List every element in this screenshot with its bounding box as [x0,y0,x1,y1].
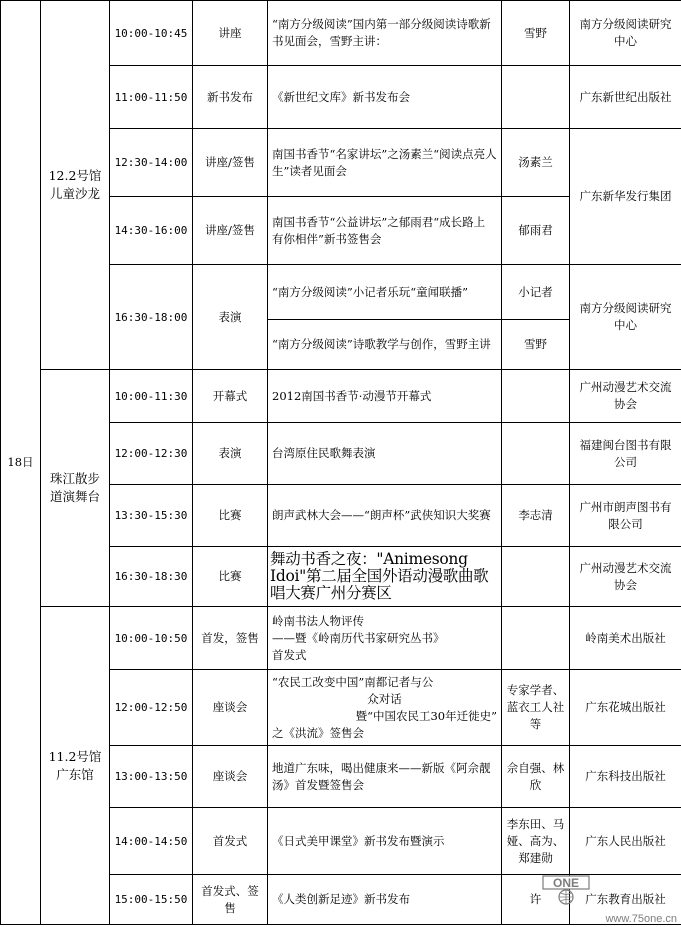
desc-cell: 南国书香节“公益讲坛”之郁雨君“成长路上 有你相伴”新书签售会 [268,197,502,265]
type-cell: 讲座/签售 [193,129,268,197]
time-cell: 16:30-18:00 [110,265,193,370]
venue-cell: 12.2号馆儿童沙龙 [41,1,110,370]
desc-cell: 南国书香节“名家讲坛”之汤素兰“阅读点亮人生”读者见面会 [268,129,502,197]
desc-cell: 地道广东味，喝出健康来——新版《阿佘靓汤》首发暨签售会 [268,746,502,808]
guest-cell: 郁雨君 [502,197,570,265]
type-cell: 讲座 [193,1,268,66]
time-cell: 12:30-14:00 [110,129,193,197]
type-cell: 开幕式 [193,370,268,423]
time-cell: 14:00-14:50 [110,808,193,875]
desc-cell: 《新世纪文库》新书发布会 [268,66,502,129]
guest-cell [502,423,570,485]
guest-cell: 佘自强、林欣 [502,746,570,808]
org-cell: 广东教育出版社 [570,875,681,925]
time-cell: 13:30-15:30 [110,485,193,547]
org-cell: 广东人民出版社 [570,808,681,875]
type-cell: 比赛 [193,485,268,547]
desc-cell: 舞动书香之夜："Animesong Idoi"第二届全国外语动漫歌曲歌唱大赛广州分赛区 [268,547,502,607]
time-cell: 14:30-16:00 [110,197,193,265]
type-cell: 座谈会 [193,670,268,746]
guest-cell [502,66,570,129]
table-row [1,370,681,423]
type-cell: 表演 [193,265,268,370]
venue-cell: 珠江散步道演舞台 [41,370,110,607]
logo-text: ONE [552,876,580,890]
time-cell: 11:00-11:50 [110,66,193,129]
org-cell: 广州动漫艺术交流协会 [570,547,681,607]
desc-line: ——暨《岭南历代书家研究丛书》 [272,630,445,645]
time-cell: 16:30-18:30 [110,547,193,607]
guest-cell: 许 [502,875,570,925]
guest-cell: 汤素兰 [502,129,570,197]
org-cell: 广州动漫艺术交流协会 [570,370,681,423]
org-cell: 南方分级阅读研究中心 [570,265,681,370]
org-cell: 岭南美术出版社 [570,607,681,670]
table-row [1,607,681,670]
desc-cell: “南方分级阅读”诗歌教学与创作，雪野主讲 [268,320,502,370]
org-cell: 广东科技出版社 [570,746,681,808]
site-logo-icon [541,875,591,905]
org-cell: 广东花城出版社 [570,670,681,746]
time-cell: 12:00-12:30 [110,423,193,485]
guest-cell: 专家学者、蓝衣工人社等 [502,670,570,746]
desc-line: 岭南书法人物评传 [272,613,364,628]
type-cell: 座谈会 [193,746,268,808]
org-cell: 广州市朗声图书有限公司 [570,485,681,547]
desc-line: “农民工改变中国”南都记者与公 [272,674,434,689]
time-cell: 10:00-10:45 [110,1,193,66]
desc-line: 首发式 [272,647,307,662]
guest-cell: 李东田、马娅、高为、郑建勋 [502,808,570,875]
type-cell: 新书发布 [193,66,268,129]
guest-cell [502,607,570,670]
time-cell: 12:00-12:50 [110,670,193,746]
desc-cell: 《人类创新足迹》新书发布 [268,875,502,925]
desc-cell: 2012南国书香节·动漫节开幕式 [268,370,502,423]
time-cell: 13:00-13:50 [110,746,193,808]
type-cell: 表演 [193,423,268,485]
type-cell: 讲座/签售 [193,197,268,265]
desc-cell [268,670,502,746]
desc-cell: 台湾原住民歌舞表演 [268,423,502,485]
time-cell: 15:00-15:50 [110,875,193,925]
time-cell: 10:00-10:50 [110,607,193,670]
org-cell: 广东新华发行集团 [570,129,681,265]
type-cell: 比赛 [193,547,268,607]
table-row [1,1,681,66]
desc-line: 暨“中国农民工30年迁徙史” [355,708,497,723]
org-cell: 福建闽台图书有限公司 [570,423,681,485]
type-cell: 首发式 [193,808,268,875]
guest-cell: 雪野 [502,320,570,370]
type-cell: 首发，签售 [193,607,268,670]
guest-cell: 雪野 [502,1,570,66]
watermark [527,876,677,925]
watermark-url: www.75one.cn [605,913,677,925]
desc-cell [268,607,502,670]
desc-cell: 《日式美甲课堂》新书发布暨演示 [268,808,502,875]
venue-cell: 11.2号馆广东馆 [41,607,110,925]
desc-line: 众对话 [367,691,402,706]
guest-cell [502,370,570,423]
time-cell: 10:00-11:30 [110,370,193,423]
type-cell: 首发式、签售 [193,875,268,925]
org-cell: 南方分级阅读研究中心 [570,1,681,66]
desc-cell: 朗声武林大会——“朗声杯”武侠知识大奖赛 [268,485,502,547]
guest-cell [502,547,570,607]
desc-cell: “南方分级阅读”国内第一部分级阅读诗歌新书见面会，雪野主讲： [268,1,502,66]
guest-cell: 李志清 [502,485,570,547]
desc-cell: “南方分级阅读”小记者乐玩“童闻联播” [268,265,502,320]
guest-cell: 小记者 [502,265,570,320]
desc-line: 之《洪流》签售会 [272,725,364,740]
date-cell: 18日 [1,1,41,925]
org-cell: 广东新世纪出版社 [570,66,681,129]
